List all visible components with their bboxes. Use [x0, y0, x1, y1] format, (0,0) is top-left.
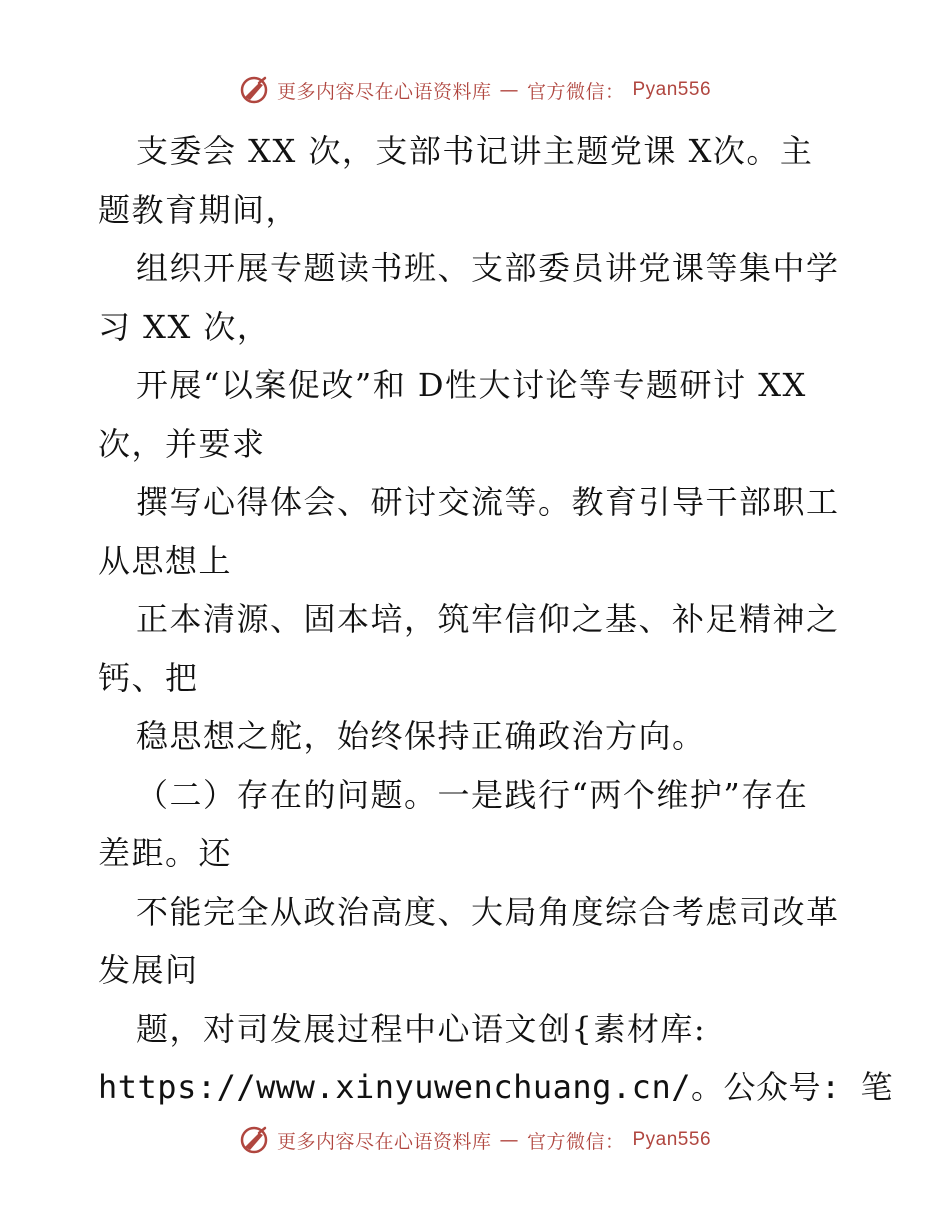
text-line: 次，并要求: [98, 424, 266, 463]
text-line: 不能完全从政治高度、大局角度综合考虑司改革: [136, 892, 840, 931]
watermark-wechat-id: Pyan556: [632, 79, 712, 100]
text-line: 正本清源、固本培，筑牢信仰之基、补足精神之: [136, 600, 840, 638]
document-body: [98, 122, 894, 1117]
text-line: 钙、把: [98, 658, 199, 697]
pen-logo-icon: [239, 1125, 269, 1155]
text-line: 支委会 XX 次，支部书记讲主题党课 X次。主: [136, 132, 814, 170]
watermark-wechat-id: Pyan556: [632, 1129, 712, 1150]
watermark-wechat-label: 官方微信：: [526, 80, 625, 103]
text-line: https://www.xinyuwenchuang.cn/。公众号: 笔: [98, 1068, 894, 1106]
text-line: 习 XX 次，: [98, 307, 271, 346]
text-line: 开展“以案促改”和 D性大讨论等专题研讨 XX: [136, 366, 807, 404]
text-line: 题教育期间，: [98, 190, 300, 229]
text-line: 从思想上: [98, 541, 233, 580]
text-line: 题，对司发展过程中心语文创{素材库:: [136, 1009, 707, 1048]
footer-watermark: [0, 1120, 950, 1160]
text-line: （二）存在的问题。一是践行“两个维护”存在: [136, 775, 809, 814]
pen-logo-icon: [239, 75, 269, 105]
watermark-site-name: 更多内容尽在心语资料库: [276, 80, 492, 103]
text-line: 差距。还: [98, 834, 233, 872]
watermark-separator: —: [499, 79, 519, 101]
text-line: 组织开展专题读书班、支部委员讲党课等集中学: [136, 249, 840, 287]
watermark-separator: —: [499, 1129, 519, 1151]
text-line: 稳思想之舵，始终保持正确政治方向。: [136, 717, 706, 755]
text-line: 发展问: [98, 951, 199, 989]
watermark-site-name: 更多内容尽在心语资料库: [276, 1130, 492, 1153]
header-watermark: [0, 70, 950, 110]
text-line: 撰写心得体会、研讨交流等。教育引导干部职工: [136, 483, 840, 521]
watermark-wechat-label: 官方微信：: [526, 1130, 625, 1153]
